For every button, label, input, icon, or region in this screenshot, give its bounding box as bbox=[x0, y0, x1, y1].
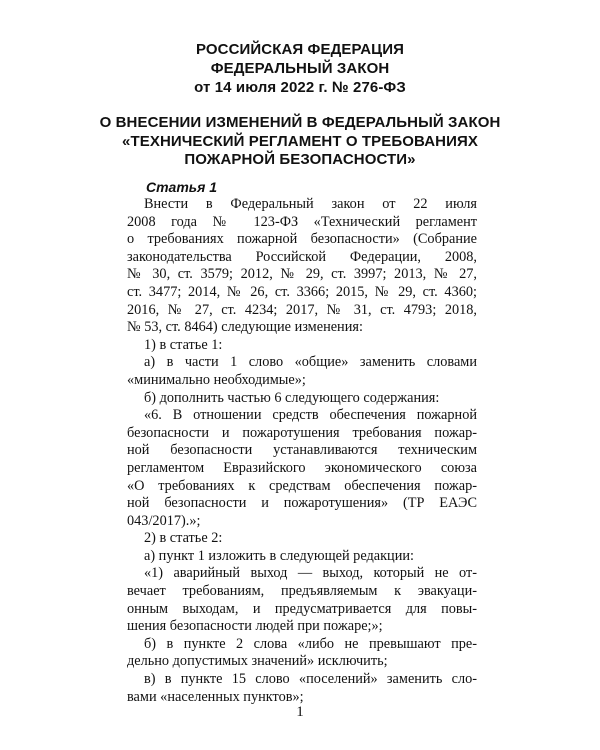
article-body bbox=[127, 196, 477, 706]
body-line: «6. В отношении средств обеспечения пожарной bbox=[144, 407, 477, 424]
body-line: № 30, ст. 3579; 2012, № 29, ст. 3997; 2013, № 27, bbox=[127, 266, 477, 283]
title-line: О ВНЕСЕНИИ ИЗМЕНЕНИЙ В ФЕДЕРАЛЬНЫЙ ЗАКОН bbox=[99, 114, 501, 131]
body-line: ной безопасности устанавливаются техническим bbox=[127, 442, 477, 459]
body-line: дельно допустимых значений» исключить; bbox=[127, 653, 388, 670]
law-title bbox=[0, 114, 600, 170]
body-line: 2) в статье 2: bbox=[144, 530, 223, 547]
body-line: вами «населенных пунктов»; bbox=[127, 688, 304, 705]
body-line: 2016, № 27, ст. 4234; 2017, № 31, ст. 4793; 2018, bbox=[127, 301, 477, 318]
body-line: б) дополнить частью 6 следующего содержания: bbox=[144, 389, 440, 406]
body-line: ст. 3477; 2014, № 26, ст. 3366; 2015, № 29, ст. 4360; bbox=[127, 283, 477, 300]
body-line: о требованиях пожарной безопасности» (Собрание bbox=[127, 231, 477, 248]
body-line: онным выходам, и предусматривается для повы- bbox=[127, 600, 477, 617]
body-line: «минимально необходимые»; bbox=[127, 371, 306, 388]
body-line: № 53, ст. 8464) следующие изменения: bbox=[127, 319, 363, 336]
body-line: а) в части 1 слово «общие» заменить словами bbox=[144, 354, 477, 371]
body-line: законодательства Российской Федерации, 2008, bbox=[127, 248, 477, 265]
law-header bbox=[0, 40, 600, 97]
body-line: 2008 года № 123-ФЗ «Технический регламент bbox=[127, 213, 477, 230]
header-country: РОССИЙСКАЯ ФЕДЕРАЦИЯ bbox=[195, 41, 404, 58]
body-line: ной безопасности и пожаротушения» (ТР ЕАЭС bbox=[127, 495, 477, 512]
body-line: 043/2017).»; bbox=[127, 512, 201, 529]
article-heading: Статья 1 bbox=[146, 179, 218, 195]
body-line: «О требованиях к средствам обеспечения пожар- bbox=[127, 477, 477, 494]
body-line: в) в пункте 15 слово «поселений» заменить сло- bbox=[144, 671, 477, 688]
title-line: ПОЖАРНОЙ БЕЗОПАСНОСТИ» bbox=[184, 151, 416, 168]
body-line: шения безопасности людей при пожаре;»; bbox=[127, 618, 383, 635]
body-line: безопасности и пожаротушения требования пожар- bbox=[127, 424, 477, 441]
title-line: «ТЕХНИЧЕСКИЙ РЕГЛАМЕНТ О ТРЕБОВАНИЯХ bbox=[122, 132, 478, 150]
body-line: а) пункт 1 изложить в следующей редакции: bbox=[144, 547, 414, 564]
header-law-type: ФЕДЕРАЛЬНЫЙ ЗАКОН bbox=[210, 60, 390, 77]
body-line: Внести в Федеральный закон от 22 июля bbox=[144, 196, 477, 212]
body-line: «1) аварийный выход — выход, который не от- bbox=[144, 565, 477, 582]
page-number: 1 bbox=[296, 704, 304, 720]
body-line: 1) в статье 1: bbox=[144, 336, 223, 353]
header-law-date-number: от 14 июля 2022 г. № 276-ФЗ bbox=[194, 79, 406, 96]
body-line: б) в пункте 2 слова «либо не превышают пре- bbox=[144, 635, 477, 652]
body-line: вечает требованиям, предъявляемым к эвакуаци- bbox=[127, 583, 477, 600]
body-line: регламентом Евразийского экономического союза bbox=[127, 459, 477, 476]
